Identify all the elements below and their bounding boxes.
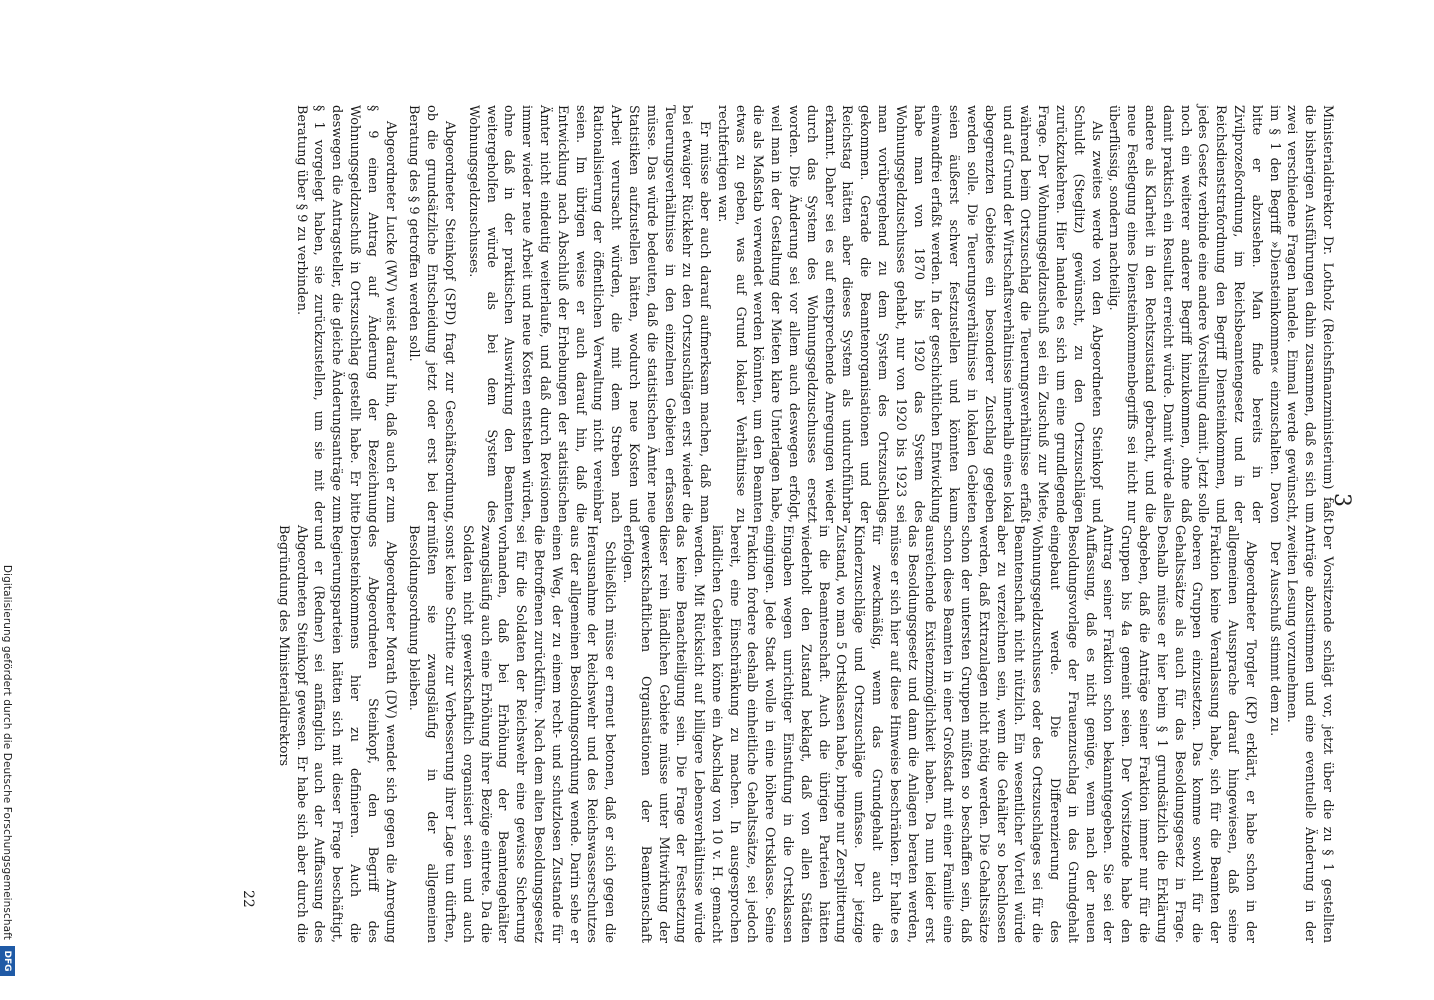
paragraph: Er müsse aber auch darauf aufmerksam machen, daß man bei etwaiger Rückkehr zu den Ortszuschlägen erst wieder die Teuerungsverhältnisse in den einzelnen Gebieten erfassen müsse. Das würde bedeuten, daß die statistischen Ämter neue Statistiken aufzustellen hätten, wodurch neue Kosten und Arbeit verursacht würden, die mit dem Streben nach Rationalisierung der öffentlichen Verwaltung nicht vereinbar seien. Im übrigen weise er auch darauf hin, daß die Entwicklung nach Abschluß der Erhebungen der statistischen Ämter nicht eindeutig weiterlaufe, und daß durch Revisionen immer wieder neue Arbeit und neue Kosten entstehen würden, ohne daß in der praktischen Auswirkung den Beamten weitergeholfen würde als bei dem System des Wohnungsgeldzuschusses.: [465, 105, 713, 523]
page-number: 3: [1329, 493, 1354, 507]
paragraph: Abgeordneter Lucke (WV) weist darauf hin, daß auch er zum § 9 einen Antrag auf Änderung der Bezeichnung Wohnungsgeldzuschuß in Ortszuschlag gestellt habe. Er bitte deswegen die Antragsteller, die gleiche Änderungsanträge zum § 1 vorgelegt haben, sie zurückzustellen, um sie mit der Beratung über § 9 zu verbinden.: [293, 105, 398, 523]
paragraph: Abgeordneter Morath (DV) wendet sich gegen die Anregung des Abgeordneten Steinkopf, den Begriff des Diensteinkommens hier zu definieren. Auch die Regierungsparteien hätten sich mit dieser Frage beschäftigt, und er (Redner) sei anfänglich auch der Auffassung des Abgeordneten Steinkopf gewesen. Er habe sich aber durch die Begründung des Ministerialdirektors: [275, 525, 398, 943]
paragraph: Ministerialdirektor Dr. Lotholz (Reichsfinanzministerium) faßt die bisherigen Ausführungen dahin zusammen, daß es sich um zwei verschiedene Fragen handele. Einmal werde gewünscht, im § 1 den Begriff »Diensteinkommen« einzuschalten. Davon bitte er abzusehen. Man finde bereits in der Zivilprozeßordnung, im Reichsbeamtengesetz und in der Reichsdienststrafordnung den Begriff Diensteinkommen, und jedes Gesetz verbinde eine andere Vorstellung damit. Jetzt solle noch ein weiterer anderer Begriff hinzukommen, ohne daß damit praktisch ein Resultat erreicht würde. Damit würde alles andere als Klarheit in den Rechtszustand gebracht, und die neue Festlegung eines Diensteinkommenbegriffs sei nicht nur überflüssig, sondern nachteilig.: [1106, 105, 1335, 523]
right-text-column: [274, 525, 1336, 943]
paragraph: Der Vorsitzende schlägt vor, jetzt über die zu § 1 gestellten Anträge abzustimmen und eine eventuelle Änderung in der zweiten Lesung vorzunehmen.: [1284, 525, 1335, 943]
signature-mark: 22: [240, 890, 256, 908]
digitization-note: Digitalisierung gefördert durch die Deutsche Forschungsgemeinschaft: [1, 564, 13, 940]
dfg-logo: DFG: [0, 946, 15, 976]
paragraph: Als zweites werde von den Abgeordneten Steinkopf und Schuldt (Steglitz) gewünscht, zu den Ortszuschlägen zurückzukehren. Hier handele es sich um eine grundlegende Frage. Der Wohnungsgeldzuschuß sei ein Zuschuß zur Miete, während beim Ortszuschlag die Teuerungsverhältnisse erfaßt und auf Grund der Wirtschaftsverhältnisse innerhalb eines lokal abgegrenzten Gebietes ein besonderer Zuschlag gegeben werden solle. Die Teuerungsverhältnisse in lokalen Gebieten seien äußerst schwer festzustellen und könnten kaum einwandfrei erfaßt werden. In der geschichtlichen Entwicklung habe man von 1870 bis 1920 das System des Wohnungsgeldzuschusses gehabt, nur von 1920 bis 1923 sei man vorübergehend zu dem System des Ortszuschlags gekommen. Gerade die Beamtenorganisationen und der Reichstag hätten aber dieses System als undurchführbar erkannt. Daher sei es auf entsprechende Anregungen wieder durch das System des Wohnungsgeldzuschusses ersetzt worden. Die Änderung sei vor allem auch deswegen erfolgt, weil man in der Gestaltung der Mieten klare Unterlagen habe, die als Maßstab verwendet werden könnten, um den Beamten etwas zu geben, was auf Grund lokaler Verhältnisse zu rechtfertigen war.: [714, 105, 1104, 523]
left-text-column: [292, 105, 1336, 523]
paragraph: Abgeordneter Torgler (KP) erklärt, er habe schon in der allgemeinen Aussprache darauf hingewiesen, daß seine Fraktion keine Veranlassung habe, sich für die Beamten der oberen Gruppen einzusetzen. Das komme sowohl für die Gehaltssätze als auch für das Besoldungsgesetz in Frage. Deshalb müsse er hier beim § 1 grundsätzlich die Erklärung abgeben, daß die Anträge seiner Fraktion immer nur für die Gruppen bis 4a gemeint seien. Der Vorsitzende habe den Antrag seiner Fraktion schon bekanntgegeben. Sie sei der Auffassung, daß es nicht genüge, wenn nach der neuen Besoldungsvorlage der Frauenzuschlag in das Grundgehalt eingebaut werde. Die Differenzierung des Wohnungsgeldzuschusses oder des Ortszuschlages sei für die Beamtenschaft nicht nützlich. Ein wesentlicher Vorteil würde aber zu verzeichnen sein, wenn die Gehälter so beschlossen werden, daß Extrazulagen nicht nötig werden. Die Gehaltssätze schon der untersten Gruppen müßten so beschaffen sein, daß schon diese Beamten in einer Großstadt mit einer Familie eine ausreichende Existenzmöglichkeit haben. Da nun leider erst das Besoldungsgesetz und dann die Anlagen beraten werden, müsse er sich hier auf diese Hinweise beschränken. Er halte es für zweckmäßig, wenn das Grundgehalt auch die Kinderzuschläge und Ortszuschläge umfasse. Der jetzige Zustand, wo man 5 Ortsklassen habe, bringe nur Zersplitterung in die Beamtenschaft. Auch die übrigen Parteien hätten wiederholt den Zustand beklagt, daß von allen Städten Eingaben wegen unrichtiger Einstufung in die Ortsklassen eingingen. Jede Stadt wolle in eine höhere Ortsklasse. Seine Fraktion fordere deshalb einheitliche Gehaltssätze, sei jedoch bereit, eine Einschränkung zu machen. In ausgesprochen ländlichen Gebieten könne ein Abschlag von 10 v. H. gemacht werden. Mit Rücksicht auf billigere Lebensverhältnisse würde das keine Benachteiligung sein. Die Frage der Festsetzung dieser rein ländlichen Gebiete müsse unter Mitwirkung der gewerkschaftlichen Organisationen der Beamtenschaft erfolgen.: [619, 525, 1258, 943]
paragraph: Der Ausschuß stimmt dem zu.: [1266, 541, 1282, 737]
paragraph: Abgeordneter Steinkopf (SPD) fragt zur Geschäftsordnung, ob die grundsätzliche Entscheidung jetzt oder erst bei der Beratung des § 9 getroffen werden soll.: [406, 105, 457, 523]
paragraph: Schließlich müsse er erneut betonen, daß er sich gegen die Herausnahme der Reichswehr und des Reichswasserschutzes aus der allgemeinen Besoldungsordnung wende. Darin sehe er einen Weg, der zu einem recht- und schutzlosen Zustande für die Betroffenen zurückführe. Nach dem alten Besoldungsgesetz sei für die Soldaten der Reichswehr eine gewisse Sicherung vorhanden, daß bei Erhöhung der Beamtengehälter zwangsläufig auch eine Erhöhung ihrer Bezüge eintrete. Da die Soldaten nicht gewerkschaftlich organisiert seien und auch sonst keine Schritte zur Verbesserung ihrer Lage tun dürften, müßten sie zwangsläufig in der allgemeinen Besoldungsordnung bleiben.: [406, 525, 618, 943]
